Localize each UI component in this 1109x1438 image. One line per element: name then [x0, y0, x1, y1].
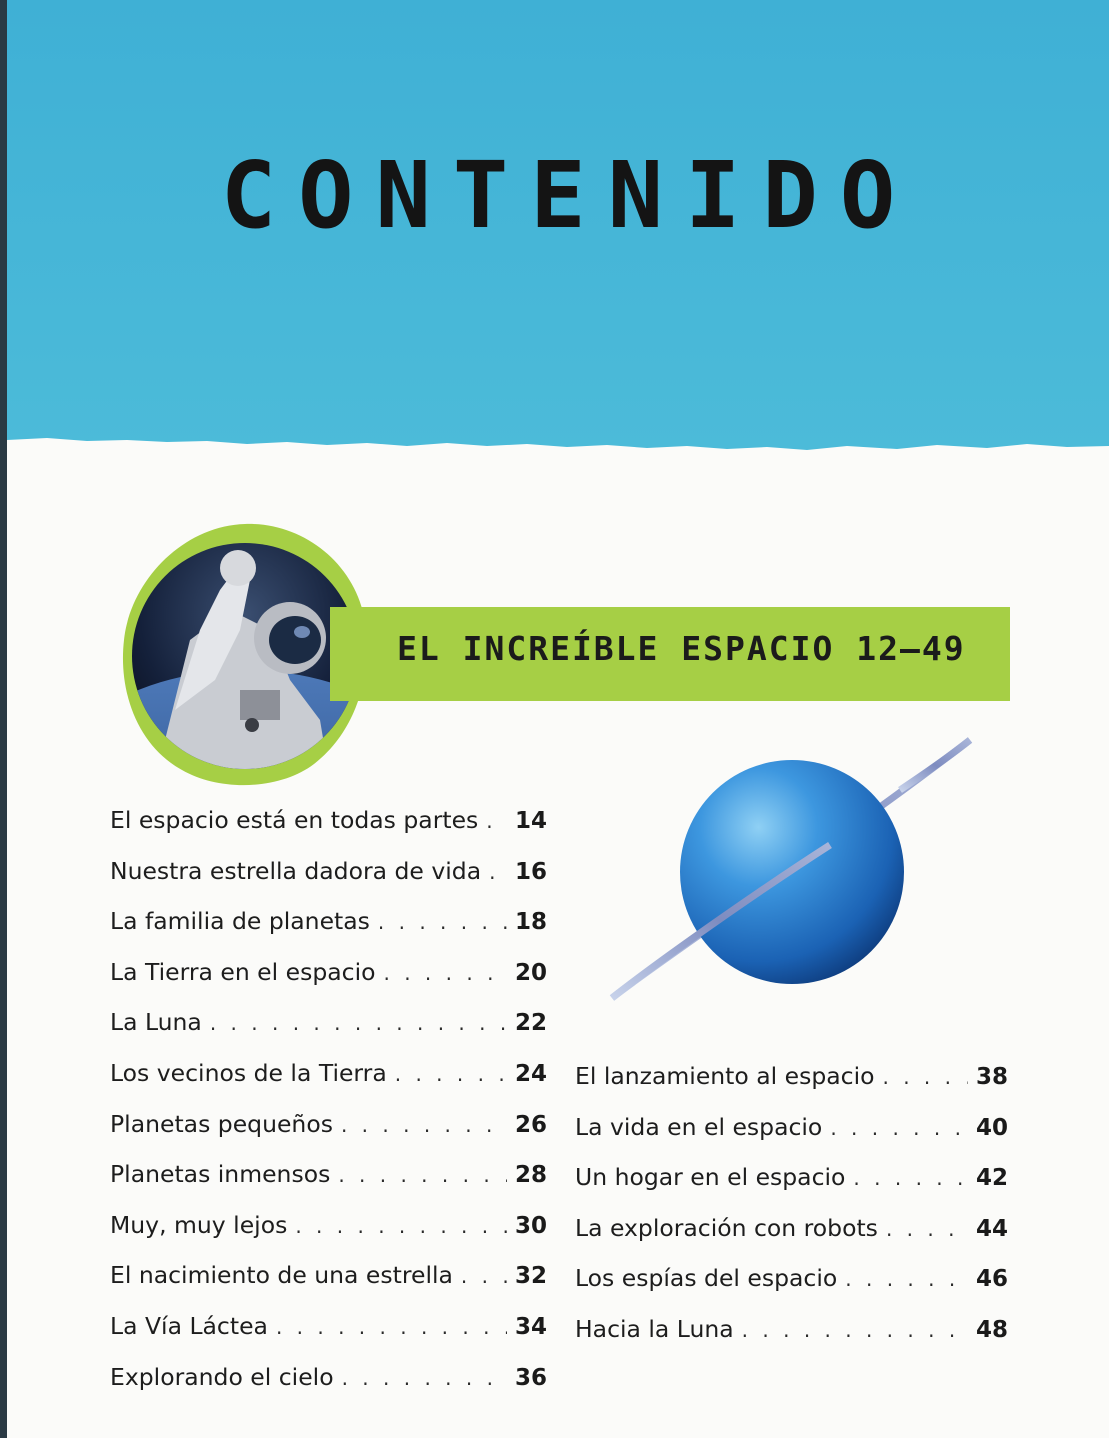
toc-entry-title: Los espías del espacio: [575, 1264, 838, 1293]
toc-entry-title: El nacimiento de una estrella: [110, 1261, 453, 1290]
toc-page-number: 40: [975, 1114, 1008, 1141]
toc-left-column: [110, 806, 547, 1413]
toc-leader-dots: [886, 1217, 968, 1241]
toc-right-column: [575, 1062, 1008, 1366]
toc-page-number: 16: [514, 858, 547, 885]
planet-illustration: [600, 730, 985, 1010]
toc-leader-dots: [830, 1116, 968, 1140]
toc-page-number: 48: [975, 1316, 1008, 1343]
toc-page-number: 28: [514, 1162, 547, 1189]
toc-entry[interactable]: [110, 857, 547, 908]
toc-entry-title: El espacio está en todas partes: [110, 806, 479, 834]
toc-page-number: 46: [975, 1266, 1008, 1293]
toc-entry[interactable]: [110, 1261, 547, 1312]
toc-entry-title: La vida en el espacio: [575, 1112, 823, 1141]
toc-page-number: 24: [514, 1060, 547, 1087]
toc-entry[interactable]: [110, 907, 547, 958]
toc-page-number: 44: [975, 1215, 1008, 1242]
toc-page-number: 20: [514, 959, 547, 986]
toc-leader-dots: [461, 1264, 507, 1288]
toc-leader-dots: [342, 1366, 507, 1390]
book-spine-edge: [0, 0, 7, 1438]
toc-leader-dots: [489, 860, 507, 884]
toc-entry[interactable]: [575, 1264, 1008, 1315]
toc-entry-title: La exploración con robots: [575, 1213, 878, 1242]
toc-page-number: 18: [514, 909, 547, 936]
toc-entry-title: El lanzamiento al espacio: [575, 1062, 875, 1090]
toc-leader-dots: [338, 1163, 507, 1187]
toc-entry-title: Planetas pequeños: [110, 1109, 333, 1138]
toc-entry[interactable]: [575, 1062, 1008, 1113]
toc-entry[interactable]: [110, 1059, 547, 1110]
toc-entry[interactable]: [575, 1315, 1008, 1366]
toc-entry[interactable]: [575, 1214, 1008, 1265]
toc-entry-title: La Luna: [110, 1008, 202, 1037]
toc-entry[interactable]: [575, 1113, 1008, 1164]
toc-entry[interactable]: [110, 806, 547, 857]
toc-entry-title: Nuestra estrella dadora de vida: [110, 856, 482, 885]
toc-entry-title: La Vía Láctea: [110, 1311, 268, 1340]
toc-entry-title: Un hogar en el espacio: [575, 1163, 846, 1192]
toc-entry[interactable]: [110, 1312, 547, 1363]
toc-leader-dots: [384, 961, 507, 985]
toc-entry[interactable]: [110, 1110, 547, 1161]
toc-entry[interactable]: [110, 1363, 547, 1414]
toc-entry[interactable]: [110, 958, 547, 1009]
toc-leader-dots: [845, 1267, 968, 1291]
toc-leader-dots: [341, 1113, 507, 1137]
toc-leader-dots: [742, 1318, 968, 1342]
section-title: EL INCREÍBLE ESPACIO 12–49: [397, 629, 966, 668]
toc-leader-dots: [883, 1065, 968, 1089]
ringed-planet-icon: [600, 730, 985, 1010]
toc-page-number: 26: [514, 1111, 547, 1138]
toc-entry-title: Planetas inmensos: [110, 1160, 331, 1189]
toc-page-number: 22: [514, 1010, 547, 1037]
toc-page-number: 38: [975, 1064, 1008, 1090]
toc-entry-title: Los vecinos de la Tierra: [110, 1058, 387, 1087]
toc-leader-dots: [210, 1011, 507, 1035]
toc-leader-dots: [395, 1062, 507, 1086]
toc-entry-title: La Tierra en el espacio: [110, 957, 376, 986]
toc-page-number: 32: [514, 1263, 547, 1290]
toc-leader-dots: [378, 910, 507, 934]
toc-leader-dots: [486, 809, 507, 833]
toc-entry-title: La familia de planetas: [110, 907, 370, 936]
toc-entry-title: Explorando el cielo: [110, 1362, 334, 1391]
toc-entry[interactable]: [110, 1211, 547, 1262]
toc-entry[interactable]: [575, 1163, 1008, 1214]
toc-page-number: 36: [514, 1364, 547, 1391]
toc-page-number: 14: [514, 808, 547, 834]
toc-leader-dots: [853, 1166, 968, 1190]
toc-entry-title: Muy, muy lejos: [110, 1210, 288, 1239]
toc-page-number: 42: [975, 1165, 1008, 1192]
toc-entry[interactable]: [110, 1008, 547, 1059]
toc-leader-dots: [276, 1315, 507, 1339]
toc-page-number: 30: [514, 1212, 547, 1239]
toc-page-number: 34: [514, 1313, 547, 1340]
toc-entry-title: Hacia la Luna: [575, 1314, 734, 1343]
page-title: CONTENIDO: [220, 142, 918, 249]
toc-entry[interactable]: [110, 1160, 547, 1211]
toc-leader-dots: [295, 1214, 507, 1238]
